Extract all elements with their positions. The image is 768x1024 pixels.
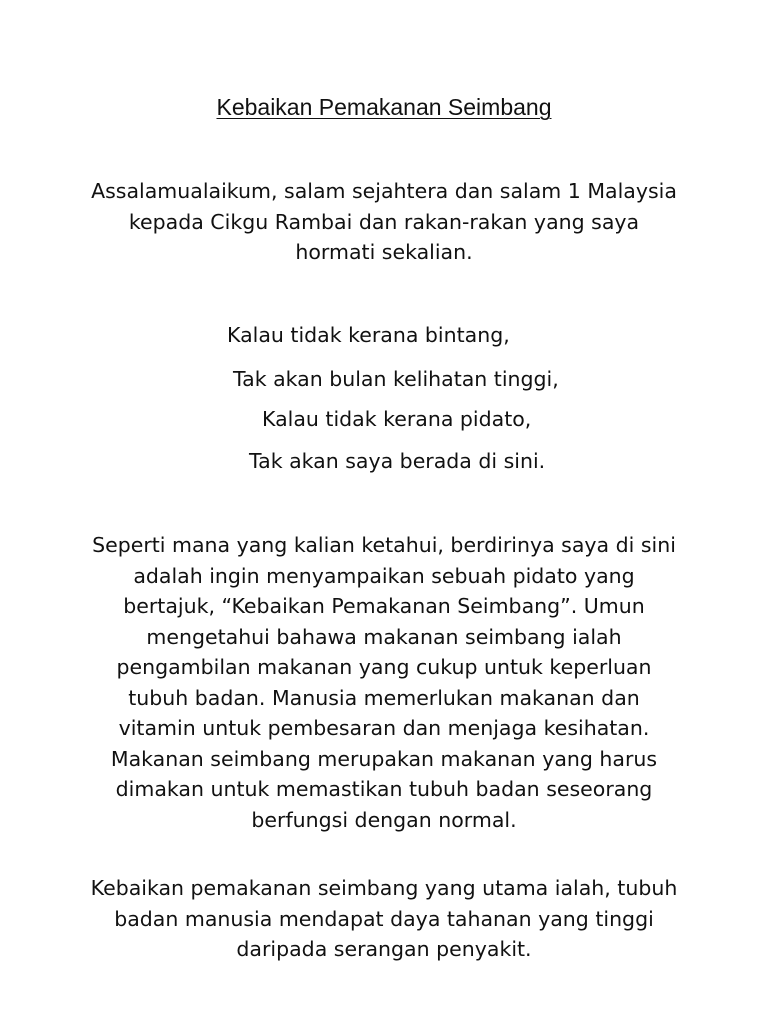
pantun-line-3: Kalau tidak kerana pidato, [262, 407, 532, 431]
pantun-line-4: Tak akan saya berada di sini. [249, 449, 546, 473]
greeting-paragraph: Assalamualaikum, salam sejahtera dan salam 1 Malaysia kepada Cikgu Rambai dan rakan-rakan yang saya hormati sekalian. [91, 179, 677, 264]
body-paragraph-1: Seperti mana yang kalian ketahui, berdirinya saya di sini adalah ingin menyampaikan sebuah pidato yang bertajuk, “Kebaikan Pemakanan Seimbang”. Umun mengetahui bahawa makanan seimbang ialah pengambilan makanan yang cukup untuk keperluan tubuh badan. Manusia memerlukan makanan dan vitamin untuk pembesaran dan menjaga kesihatan. Makanan seimbang merupakan makanan yang harus dimakan untuk memastikan tubuh badan seseorang berfungsi dengan normal. [92, 533, 676, 832]
pantun-line-1: Kalau tidak kerana bintang, [227, 323, 510, 347]
body-paragraph-2: Kebaikan pemakanan seimbang yang utama ialah, tubuh badan manusia mendapat daya tahanan yang tinggi daripada serangan penyakit. [90, 876, 678, 961]
pantun-line-2: Tak akan bulan kelihatan tinggi, [233, 367, 559, 391]
document-title: Kebaikan Pemakanan Seimbang [216, 94, 552, 120]
